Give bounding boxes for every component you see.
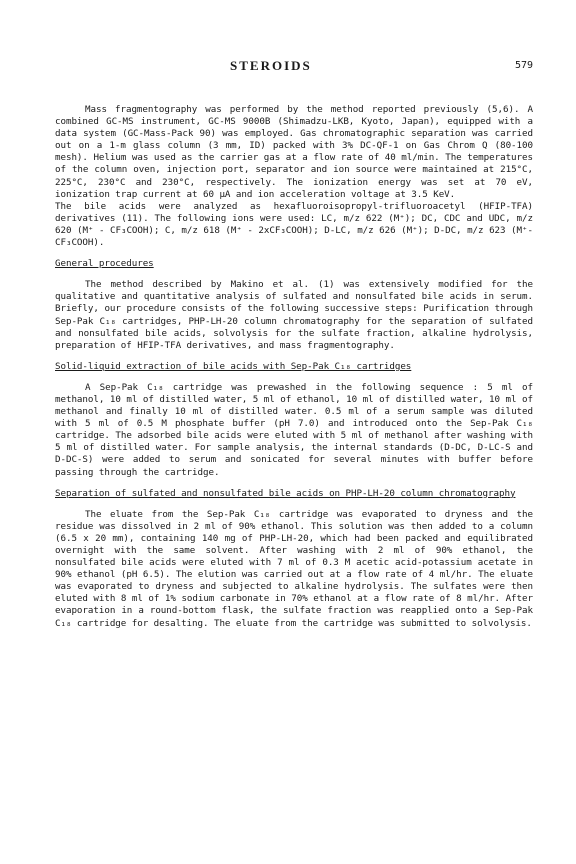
heading-separation: Separation of sulfated and nonsulfated bile acids on PHP-LH-20 column chromatography: [55, 487, 516, 499]
journal-title: STEROIDS: [230, 58, 312, 73]
page-number: 579: [514, 60, 533, 71]
running-header: [55, 58, 533, 82]
paragraph-mass-fragmentography: Mass fragmentography was performed by the method reported previously (5,6). A combined GC-MS instrument, GC-MS 9000B (Shimadzu-LKB, Kyoto, Japan), equipped with a data system (GC-Mass-Pack 90) was employed. Gas chromatographic separation was carried out on a 1-m glass column (3 mm, ID) packed with 3% DC-QF-1 on Gas Chrom Q (80-100 mesh). Helium was used as the carrier gas at a flow rate of 40 ml/min. The temperatures of the column oven, injection port, separator and ion source were maintained at 215°C, 225°C, 230°C and 230°C, respectively. The ionization energy was set at 70 eV, ionization trap current at 60 µA and ion acceleration voltage at 3.5 KeV.: [55, 104, 533, 200]
heading-general-procedures: General procedures: [55, 258, 154, 270]
paragraph-solid-liquid-extraction: A Sep-Pak C₁₈ cartridge was prewashed in the following sequence : 5 ml of methanol, 10 ml of distilled water, 5 ml of ethanol, 10 ml of distilled water, 10 ml of methanol and finally 10 ml of distilled water. 0.5 ml of a serum sample was diluted with 5 ml of 0.5 M phosphate buffer (pH 7.0) and introduced onto the Sep-Pak C₁₈ cartridge. The adsorbed bile acids were eluted with 5 ml of methanol after washing with 5 ml of distilled water. For sample analysis, the internal standards (D-DC, D-LC-S and D-DC-S) were added to serum and sonicated for several minutes with buffer before passing through the cartridge.: [55, 381, 533, 478]
paragraph-separation: The eluate from the Sep-Pak C₁₈ cartridge was evaporated to dryness and the residue was dissolved in 2 ml of 90% ethanol. This solution was then added to a column (6.5 x 20 mm), containing 140 mg of PHP-LH-20, which had been packed and equilibrated overnight with the same solvent. After washing with 2 ml of 90% ethanol, the nonsulfated bile acids were eluted with 7 ml of 0.3 M acetic acid-potassium acetate in 90% ethanol (pH 6.5). The elution was carried out at a flow rate of 4 ml/hr. The eluate was evaporated to dryness and subjected to alkaline hydrolysis. The sulfates were then eluted with 8 ml of 1% sodium carbonate in 70% ethanol at a flow rate of 8 ml/hr. After evaporation in a round-bottom flask, the sulfate fraction was reapplied onto a Sep-Pak C₁₈ cartridge for desalting. The eluate from the cartridge was submitted to solvolysis.: [55, 508, 533, 629]
heading-solid-liquid-extraction: Solid-liquid extraction of bile acids with Sep-Pak C₁₈ cartridges: [55, 360, 412, 372]
paragraph-hfip-derivatives: The bile acids were analyzed as hexafluoroisopropyl-trifluoroacetyl (HFIP-TFA) derivatives (11). The following ions were used: LC, m/z 622 (M⁺); DC, CDC and UDC, m/z 620 (M⁺ - CF₃COOH); C, m/z 618 (M⁺ - 2xCF₃COOH); D-LC, m/z 626 (M⁺); D-DC, m/z 623 (M⁺-CF₃COOH).: [55, 200, 533, 249]
paragraph-general-procedures: The method described by Makino et al. (1) was extensively modified for the qualitative and quantitative analysis of sulfated and nonsulfated bile acids in serum. Briefly, our procedure consists of the following successive steps: Purification through Sep-Pak C₁₈ cartridges, PHP-LH-20 column chromatography for the separation of sulfated and nonsulfated bile acids, solvolysis for the sulfate fraction, alkaline hydrolysis, preparation of HFIP-TFA derivatives, and mass fragmentography.: [55, 279, 533, 351]
page: [55, 58, 533, 630]
